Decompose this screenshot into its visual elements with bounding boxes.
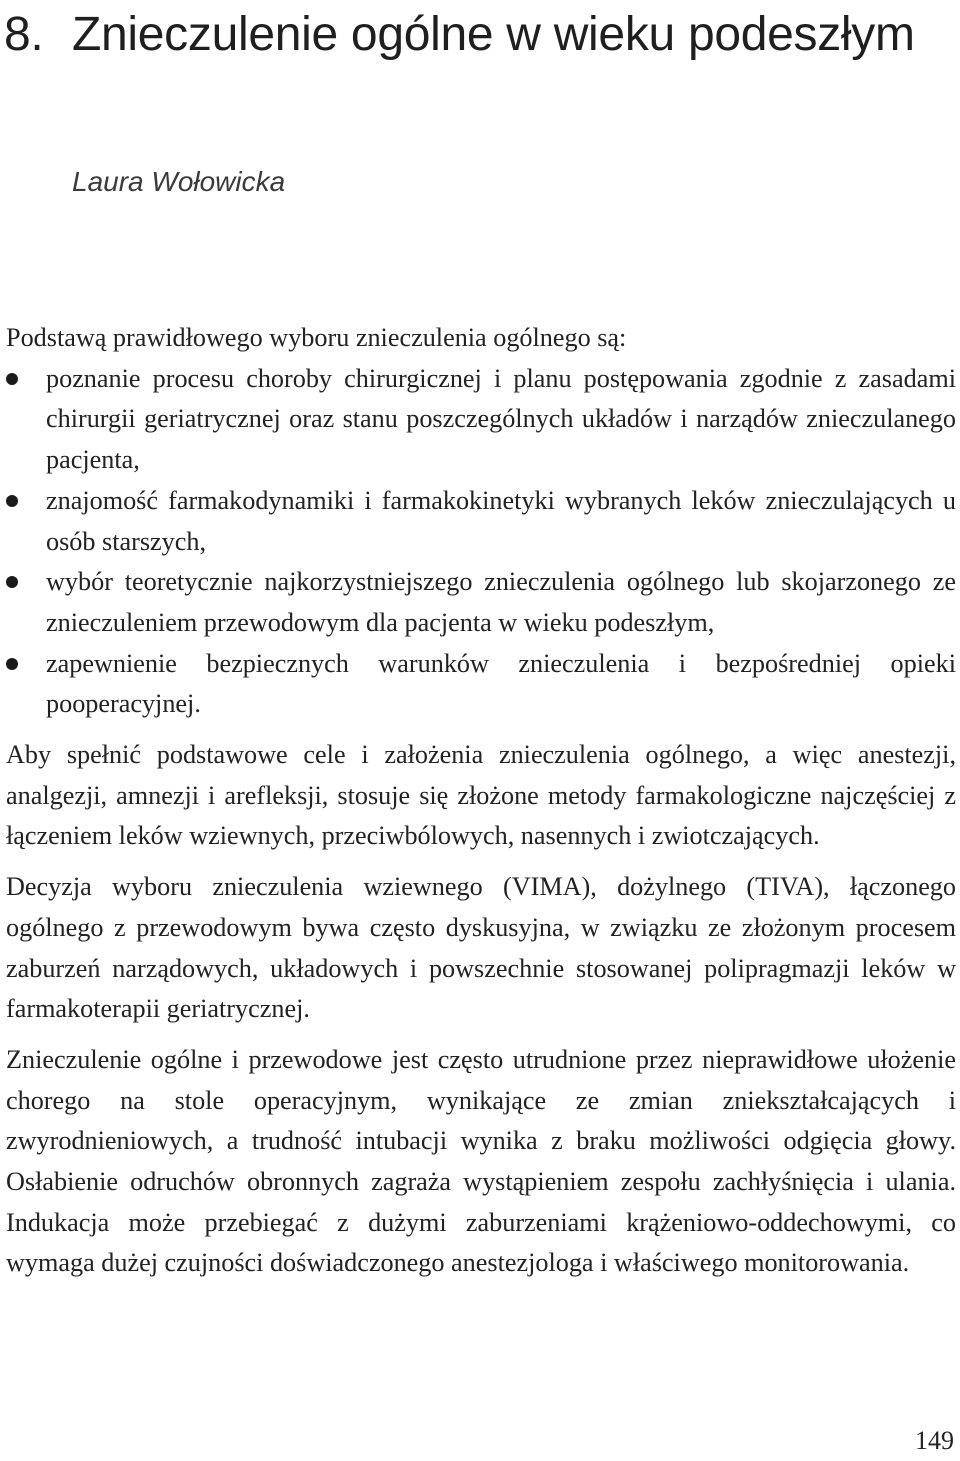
list-item [6,562,956,643]
bullet-icon [6,658,18,670]
requirements-list [6,359,956,725]
intro-paragraph: Podstawą prawidłowego wyboru znieczulenia ogólnego są: [6,323,627,352]
chapter-body [6,318,956,1284]
list-item [6,481,956,562]
body-paragraph: Aby spełnić podstawowe cele i założenia znieczulenia ogólnego, a więc anestezji, analgezji, amnezji i arefleksji, stosuje się złożone metody farmakologiczne najczęściej z łączeniem leków wziewnych, przeciwbólowych, nasennych i zwiotczających. [6,740,956,851]
bullet-icon [6,576,18,588]
list-item [6,359,956,481]
chapter-heading [4,0,944,71]
bullet-icon [6,373,18,385]
list-item [6,644,956,725]
list-item-text: znajomość farmakodynamiki i farmakokinetyki wybranych leków znieczulających u osób starszych, [46,485,956,556]
list-item-text: poznanie procesu choroby chirurgicznej i planu postępowania zgodnie z zasadami chirurgii geriatrycznej oraz stanu poszczególnych układów i narządów znieczulanego pacjenta, [46,363,956,475]
chapter-author: Laura Wołowicka [72,166,286,197]
body-paragraph: Decyzja wyboru znieczulenia wziewnego (VIMA), dożylnego (TIVA), łączonego ogólnego z przewodowym bywa często dyskusyjna, w związku ze złożonym procesem zaburzeń narządowych, układowych i powszechnie stosowanej polipragmazji leków w farmakoterapii geriatrycznej. [6,872,956,1024]
page-number: 149 [915,1426,954,1455]
chapter-title: Znieczulenie ogólne w wieku podeszłym [72,8,915,61]
list-item-text: wybór teoretycznie najkorzystniejszego znieczulenia ogólnego lub skojarzonego ze znieczuleniem przewodowym dla pacjenta w wieku podeszłym, [46,567,956,637]
chapter-number: 8. [4,8,44,61]
list-item-text: zapewnienie bezpiecznych warunków znieczulenia i bezpośredniej opieki pooperacyjnej. [46,648,956,719]
bullet-icon [6,495,18,507]
body-paragraph: Znieczulenie ogólne i przewodowe jest często utrudnione przez nieprawidłowe ułożenie chorego na stole operacyjnym, wynikające ze zmian zniekształcających i zwyrodnieniowych, a trudność intubacji wynika z braku możliwości odgięcia głowy. Osłabienie odruchów obronnych zagraża wystąpieniem zespołu zachłyśnięcia i ulania. Indukacja może przebiegać z dużymi zaburzeniami krążeniowo-oddechowymi, co wymaga dużej czujności doświadczonego anestezjologa i właściwego monitorowania. [6,1044,956,1278]
